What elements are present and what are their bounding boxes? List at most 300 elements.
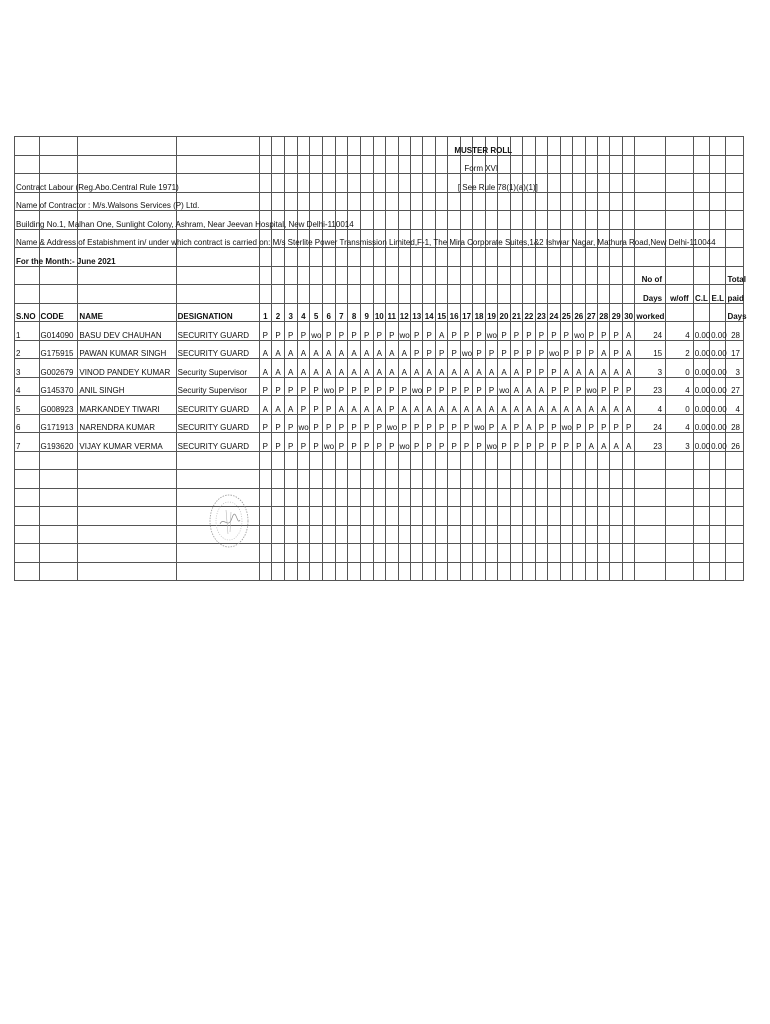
attendance-mark: A xyxy=(373,359,385,378)
grid-cell xyxy=(693,137,709,156)
attendance-mark: P xyxy=(448,433,460,452)
attendance-mark: A xyxy=(560,396,572,415)
attendance-mark: P xyxy=(485,377,497,396)
attendance-mark: A xyxy=(473,396,485,415)
col-header-day: 11 xyxy=(386,303,398,322)
grid-cell xyxy=(560,285,572,304)
attendance-mark: P xyxy=(473,377,485,396)
grid-cell xyxy=(410,266,422,285)
grid-cell xyxy=(598,266,610,285)
grid-cell xyxy=(523,507,535,526)
grid-cell xyxy=(272,525,285,544)
grid-cell xyxy=(373,137,385,156)
grid-cell xyxy=(598,544,610,563)
grid-cell xyxy=(460,544,472,563)
grid-cell xyxy=(259,174,272,193)
attendance-mark: P xyxy=(622,414,634,433)
grid-cell xyxy=(386,174,398,193)
grid-cell xyxy=(386,451,398,470)
grid-cell xyxy=(39,470,78,489)
attendance-mark: A xyxy=(498,396,510,415)
grid-cell xyxy=(335,174,348,193)
attendance-mark: A xyxy=(348,396,361,415)
attendance-mark: P xyxy=(335,414,348,433)
days-worked: 24 xyxy=(635,414,666,433)
grid-cell xyxy=(284,174,297,193)
attendance-mark: P xyxy=(410,433,422,452)
grid-cell xyxy=(78,544,176,563)
attendance-mark: wo xyxy=(585,377,597,396)
grid-cell xyxy=(598,525,610,544)
attendance-mark: P xyxy=(423,433,435,452)
attendance-mark: A xyxy=(322,359,335,378)
col-header-day: 12 xyxy=(398,303,410,322)
grid-cell xyxy=(39,285,78,304)
grid-cell xyxy=(39,562,78,581)
attendance-mark: A xyxy=(622,359,634,378)
grid-cell xyxy=(348,137,361,156)
grid-cell xyxy=(510,507,522,526)
attendance-mark: P xyxy=(373,377,385,396)
grid-cell xyxy=(448,266,460,285)
grid-cell xyxy=(598,470,610,489)
grid-cell xyxy=(635,248,666,267)
grid-cell xyxy=(386,488,398,507)
attendance-mark: wo xyxy=(560,414,572,433)
grid-cell xyxy=(435,192,447,211)
grid-cell xyxy=(284,562,297,581)
attendance-mark: P xyxy=(610,322,622,341)
attendance-mark: A xyxy=(310,340,323,359)
grid-cell xyxy=(726,451,744,470)
attendance-mark: wo xyxy=(485,322,497,341)
grid-cell xyxy=(310,285,323,304)
grid-cell xyxy=(360,266,373,285)
grid-cell xyxy=(15,211,354,230)
attendance-mark: P xyxy=(473,340,485,359)
grid-cell xyxy=(460,192,472,211)
grid-cell xyxy=(259,544,272,563)
grid-cell xyxy=(348,525,361,544)
grid-cell xyxy=(78,285,176,304)
attendance-mark: A xyxy=(598,433,610,452)
grid-cell xyxy=(622,470,634,489)
attendance-mark: P xyxy=(535,433,547,452)
grid-cell xyxy=(373,525,385,544)
grid-cell xyxy=(510,451,522,470)
grid-cell xyxy=(176,451,259,470)
grid-cell xyxy=(573,285,585,304)
attendance-mark: P xyxy=(622,377,634,396)
attendance-mark: A xyxy=(460,359,472,378)
grid-cell xyxy=(460,470,472,489)
attendance-mark: P xyxy=(386,322,398,341)
attendance-mark: P xyxy=(386,433,398,452)
grid-cell xyxy=(435,211,447,230)
grid-cell xyxy=(322,174,335,193)
grid-cell xyxy=(284,525,297,544)
grid-cell xyxy=(548,507,560,526)
days-worked: 23 xyxy=(635,433,666,452)
grid-cell xyxy=(610,544,622,563)
grid-cell xyxy=(710,451,726,470)
col-header-paid: Days xyxy=(726,303,744,322)
grid-cell xyxy=(386,285,398,304)
attendance-mark: P xyxy=(259,377,272,396)
grid-cell xyxy=(473,266,485,285)
grid-cell xyxy=(598,155,610,174)
total-paid-days: 17 xyxy=(726,340,744,359)
attendance-mark: A xyxy=(622,433,634,452)
grid-cell xyxy=(360,248,373,267)
days-worked: 24 xyxy=(635,322,666,341)
grid-cell xyxy=(297,488,310,507)
grid-cell xyxy=(666,451,694,470)
col-header-day: 30 xyxy=(622,303,634,322)
grid-cell xyxy=(176,562,259,581)
header-row-contractor xyxy=(15,192,744,211)
grid-cell xyxy=(310,266,323,285)
attendance-mark: A xyxy=(448,359,460,378)
employee-name: BASU DEV CHAUHAN xyxy=(78,322,176,341)
muster-roll-title: MUSTER ROLL xyxy=(454,145,513,155)
grid-cell xyxy=(573,507,585,526)
attendance-mark: P xyxy=(373,414,385,433)
grid-cell xyxy=(693,525,709,544)
grid-cell xyxy=(373,174,385,193)
attendance-mark: P xyxy=(297,377,310,396)
grid-cell xyxy=(360,192,373,211)
grid-cell xyxy=(464,155,499,174)
grid-cell xyxy=(610,137,622,156)
grid-cell xyxy=(335,488,348,507)
grid-cell xyxy=(710,525,726,544)
serial-number: 3 xyxy=(15,359,40,378)
grid-cell xyxy=(523,562,535,581)
grid-cell xyxy=(693,507,709,526)
grid-cell xyxy=(39,451,78,470)
grid-cell xyxy=(573,155,585,174)
attendance-mark: P xyxy=(460,414,472,433)
attendance-mark: P xyxy=(398,414,410,433)
serial-number: 4 xyxy=(15,377,40,396)
serial-number: 2 xyxy=(15,340,40,359)
attendance-mark: P xyxy=(423,340,435,359)
grid-cell xyxy=(523,544,535,563)
grid-cell xyxy=(310,507,323,526)
attendance-mark: A xyxy=(510,359,522,378)
serial-number: 7 xyxy=(15,433,40,452)
grid-cell xyxy=(284,488,297,507)
grid-cell xyxy=(622,525,634,544)
grid-cell xyxy=(510,211,522,230)
grid-cell xyxy=(726,192,744,211)
attendance-mark: P xyxy=(272,433,285,452)
grid-cell xyxy=(473,211,485,230)
grid-cell xyxy=(585,266,597,285)
grid-cell xyxy=(523,137,535,156)
grid-cell xyxy=(348,544,361,563)
grid-cell xyxy=(386,544,398,563)
grid-cell xyxy=(410,155,422,174)
grid-cell xyxy=(622,137,634,156)
grid-cell xyxy=(693,192,709,211)
grid-cell xyxy=(726,211,744,230)
grid-cell xyxy=(498,155,510,174)
attendance-mark: P xyxy=(335,377,348,396)
grid-cell xyxy=(15,470,40,489)
grid-cell xyxy=(535,507,547,526)
blank-row xyxy=(15,488,744,507)
grid-cell xyxy=(348,192,361,211)
attendance-mark: A xyxy=(498,414,510,433)
blank-row xyxy=(15,525,744,544)
attendance-mark: A xyxy=(272,359,285,378)
grid-cell xyxy=(610,174,622,193)
grid-cell xyxy=(498,192,510,211)
grid-cell xyxy=(610,155,622,174)
grid-cell xyxy=(360,211,373,230)
employee-designation: SECURITY GUARD xyxy=(176,433,259,452)
attendance-mark: P xyxy=(423,322,435,341)
grid-cell xyxy=(710,470,726,489)
grid-cell xyxy=(585,211,597,230)
grid-cell xyxy=(710,137,726,156)
grid-cell xyxy=(498,562,510,581)
attendance-mark: P xyxy=(573,433,585,452)
attendance-mark: P xyxy=(548,433,560,452)
grid-cell xyxy=(423,285,435,304)
col-header-day: 13 xyxy=(410,303,422,322)
attendance-mark: P xyxy=(360,377,373,396)
attendance-mark: A xyxy=(373,340,385,359)
grid-cell xyxy=(322,192,335,211)
grid-cell xyxy=(284,248,297,267)
grid-cell xyxy=(272,137,285,156)
grid-cell xyxy=(573,248,585,267)
attendance-mark: P xyxy=(297,396,310,415)
header-row-act xyxy=(15,174,744,193)
grid-cell xyxy=(610,562,622,581)
grid-cell xyxy=(635,211,666,230)
attendance-mark: A xyxy=(622,396,634,415)
grid-cell xyxy=(635,174,666,193)
attendance-mark: wo xyxy=(386,414,398,433)
grid-cell xyxy=(666,192,694,211)
grid-cell xyxy=(335,525,348,544)
grid-cell xyxy=(693,303,709,322)
grid-cell xyxy=(360,451,373,470)
grid-cell xyxy=(610,211,622,230)
attendance-mark: P xyxy=(585,414,597,433)
grid-cell xyxy=(310,174,323,193)
grid-cell xyxy=(510,192,522,211)
grid-cell xyxy=(560,544,572,563)
attendance-mark: wo xyxy=(322,377,335,396)
grid-cell xyxy=(386,211,398,230)
attendance-mark: P xyxy=(523,340,535,359)
grid-cell xyxy=(548,155,560,174)
attendance-mark: P xyxy=(272,322,285,341)
report-month: For the Month:- June 2021 xyxy=(16,256,116,266)
grid-cell xyxy=(15,155,40,174)
grid-cell xyxy=(335,192,348,211)
grid-cell xyxy=(322,507,335,526)
grid-cell xyxy=(423,155,435,174)
attendance-mark: P xyxy=(272,414,285,433)
attendance-mark: P xyxy=(598,377,610,396)
grid-cell xyxy=(610,451,622,470)
attendance-mark: A xyxy=(523,396,535,415)
grid-cell xyxy=(473,285,485,304)
grid-cell xyxy=(666,507,694,526)
grid-cell xyxy=(15,266,40,285)
header-row-title xyxy=(15,137,744,156)
attendance-mark: P xyxy=(498,322,510,341)
employee-row xyxy=(15,322,744,341)
grid-cell xyxy=(548,544,560,563)
total-paid-days: 27 xyxy=(726,377,744,396)
grid-cell xyxy=(585,451,597,470)
grid-cell xyxy=(498,248,510,267)
grid-cell xyxy=(548,211,560,230)
contractor-address: Building No.1, Malhan One, Sunlight Colony, Ashram, Near Jeevan Hospital, New Delhi-110014 xyxy=(16,219,354,229)
attendance-mark: P xyxy=(535,340,547,359)
grid-cell xyxy=(598,211,610,230)
attendance-mark: A xyxy=(284,359,297,378)
attendance-mark: A xyxy=(585,359,597,378)
attendance-mark: P xyxy=(272,377,285,396)
grid-cell xyxy=(510,488,522,507)
grid-cell xyxy=(15,525,40,544)
grid-cell xyxy=(460,285,472,304)
grid-cell xyxy=(510,544,522,563)
grid-cell xyxy=(360,507,373,526)
attendance-mark: P xyxy=(510,322,522,341)
attendance-mark: A xyxy=(610,396,622,415)
grid-cell xyxy=(585,248,597,267)
grid-cell xyxy=(448,285,460,304)
employee-designation: SECURITY GUARD xyxy=(176,340,259,359)
grid-cell xyxy=(322,155,335,174)
attendance-mark: A xyxy=(423,396,435,415)
grid-cell xyxy=(435,155,447,174)
grid-cell xyxy=(610,285,622,304)
grid-cell xyxy=(435,562,447,581)
attendance-mark: P xyxy=(259,433,272,452)
grid-cell xyxy=(410,192,422,211)
grid-cell xyxy=(510,266,522,285)
grid-cell xyxy=(259,248,272,267)
attendance-mark: P xyxy=(259,414,272,433)
attendance-mark: P xyxy=(310,414,323,433)
grid-cell xyxy=(548,174,560,193)
attendance-mark: P xyxy=(560,340,572,359)
grid-cell xyxy=(560,562,572,581)
grid-cell xyxy=(535,470,547,489)
attendance-mark: P xyxy=(297,322,310,341)
employee-code: G008923 xyxy=(39,396,78,415)
grid-cell xyxy=(666,525,694,544)
grid-cell xyxy=(510,470,522,489)
grid-cell xyxy=(635,525,666,544)
attendance-mark: A xyxy=(360,340,373,359)
col-header-cl: C.L xyxy=(693,285,709,304)
attendance-mark: A xyxy=(560,359,572,378)
attendance-mark: P xyxy=(410,340,422,359)
grid-cell xyxy=(622,562,634,581)
grid-cell xyxy=(448,562,460,581)
grid-cell xyxy=(693,562,709,581)
grid-cell xyxy=(523,266,535,285)
grid-cell xyxy=(622,285,634,304)
grid-cell xyxy=(622,192,634,211)
grid-cell xyxy=(635,562,666,581)
grid-cell xyxy=(386,192,398,211)
grid-cell xyxy=(510,562,522,581)
casual-leave: 0.00 xyxy=(693,359,709,378)
grid-cell xyxy=(15,285,40,304)
grid-cell xyxy=(310,488,323,507)
blank-row xyxy=(15,451,744,470)
grid-cell xyxy=(710,211,726,230)
grid-cell xyxy=(635,192,666,211)
serial-number: 6 xyxy=(15,414,40,433)
col-header-day: 28 xyxy=(598,303,610,322)
attendance-mark: A xyxy=(310,359,323,378)
grid-cell xyxy=(435,285,447,304)
grid-cell xyxy=(386,137,398,156)
grid-cell xyxy=(666,155,694,174)
grid-cell xyxy=(398,248,410,267)
weekly-off-count: 4 xyxy=(666,377,694,396)
attendance-mark: A xyxy=(348,359,361,378)
grid-cell xyxy=(335,544,348,563)
grid-cell xyxy=(423,174,435,193)
grid-cell xyxy=(297,285,310,304)
grid-cell xyxy=(573,470,585,489)
days-worked: 4 xyxy=(635,396,666,415)
earned-leave: 0.00 xyxy=(710,340,726,359)
attendance-mark: P xyxy=(560,433,572,452)
col-header-el: E.L xyxy=(710,285,726,304)
grid-cell xyxy=(548,192,560,211)
grid-cell xyxy=(322,451,335,470)
earned-leave: 0.00 xyxy=(710,359,726,378)
grid-cell xyxy=(560,155,572,174)
grid-cell xyxy=(585,155,597,174)
grid-cell xyxy=(548,285,560,304)
grid-cell xyxy=(523,248,535,267)
grid-cell xyxy=(176,266,259,285)
establishment-address: Name & Address of Estabishment in/ under which contract is carried on: M/s Sterlite Power Transmission Limited,F-1, The Mira Corporate Suites,1&2 Ishwar Nagar, Mathura Road,New Delhi-110044 xyxy=(16,238,716,247)
attendance-mark: P xyxy=(535,322,547,341)
attendance-mark: A xyxy=(348,340,361,359)
grid-cell xyxy=(693,544,709,563)
grid-cell xyxy=(322,525,335,544)
weekly-off-count: 2 xyxy=(666,340,694,359)
grid-cell xyxy=(386,507,398,526)
grid-cell xyxy=(473,544,485,563)
attendance-mark: A xyxy=(510,396,522,415)
grid-cell xyxy=(398,155,410,174)
grid-cell xyxy=(523,211,535,230)
grid-cell xyxy=(448,544,460,563)
days-worked: 15 xyxy=(635,340,666,359)
grid-cell xyxy=(310,137,323,156)
col-header-day: 22 xyxy=(523,303,535,322)
grid-cell xyxy=(693,155,709,174)
